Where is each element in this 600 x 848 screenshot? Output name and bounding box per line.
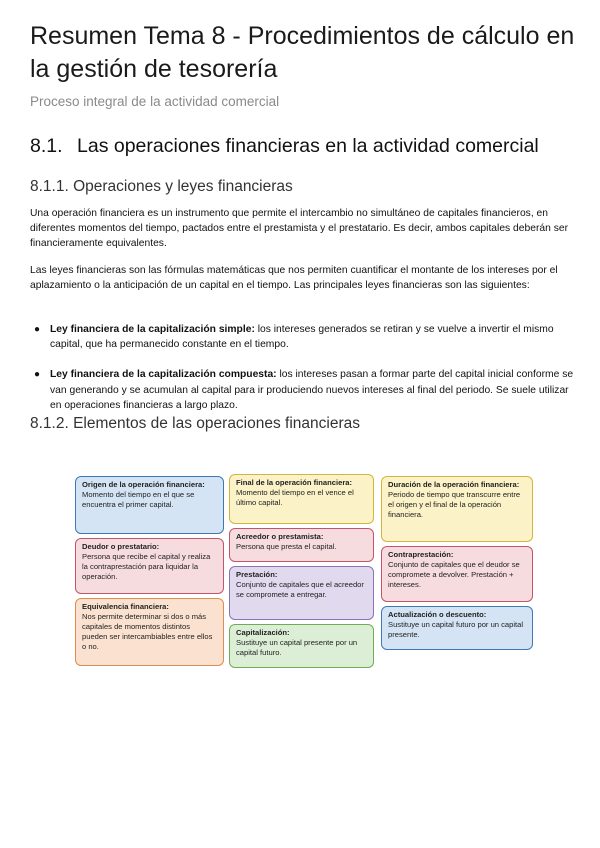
list-item — [30, 367, 575, 413]
card-title: Final de la operación financiera: — [236, 478, 353, 487]
card-title: Acreedor o prestamista: — [236, 532, 324, 541]
card-acreedor — [229, 528, 374, 562]
elements-diagram — [45, 472, 557, 672]
section-number: 8.1. — [30, 135, 63, 157]
card-text: Momento del tiempo en el vence el último capital. — [236, 488, 354, 507]
card-origen — [75, 476, 224, 534]
bullet-dot-icon: ● — [34, 369, 41, 381]
section-title: Las operaciones financieras en la actividad comercial — [77, 135, 539, 157]
laws-list — [30, 322, 575, 413]
card-title: Duración de la operación financiera: — [388, 480, 520, 489]
card-title: Capitalización: — [236, 628, 290, 637]
card-equivalencia — [75, 598, 224, 666]
paragraph-leyes: Las leyes financieras son las fórmulas matemáticas que nos permiten cuantificar el montante de los intereses por el aplazamiento o la anticipación de un capital en el tiempo. Las principales leyes financieras son las siguientes: — [30, 265, 558, 292]
card-text: Sustituye un capital presente por un capital futuro. — [236, 638, 358, 657]
card-text: Persona que recibe el capital y realiza la contraprestación para liquidar la operación. — [82, 552, 211, 581]
paragraph-operacion: Una operación financiera es un instrumento que permite el intercambio no simultáneo de capitales financieros, en diferentes momentos del tiempo, pactados entre el prestamista y el prestatario. Es decir, ambos capitales deberán ser financieramente equivalentes. — [30, 208, 569, 250]
card-text: Conjunto de capitales que el deudor se compromete a devolver. Prestación + intereses. — [388, 560, 520, 589]
card-actualizacion — [381, 606, 533, 650]
card-deudor — [75, 538, 224, 594]
subsection-heading-1: 8.1.1. Operaciones y leyes financieras — [30, 178, 293, 195]
subsection-heading-2: 8.1.2. Elementos de las operaciones financieras — [30, 415, 361, 432]
page-subtitle: Proceso integral de la actividad comercial — [30, 94, 280, 109]
section-heading — [30, 135, 539, 158]
card-title: Equivalencia financiera: — [82, 602, 169, 611]
card-title: Origen de la operación financiera: — [82, 480, 205, 489]
card-text: Nos permite determinar si dos o más capitales de momentos distintos pueden ser intercambiables entre ellos o no. — [82, 612, 213, 651]
card-duracion — [381, 476, 533, 542]
list-item-text: los intereses pasan a formar parte del capital inicial conforme se van generando y se acumulan al capital para ir produciendo nuevos intereses al final del periodo. Se suele utilizar en operaciones financieras a largo plazo. — [50, 369, 574, 411]
card-title: Prestación: — [236, 570, 278, 579]
card-text: Sustituye un capital futuro por un capital presente. — [388, 620, 524, 639]
card-text: Periodo de tiempo que transcurre entre el origen y el final de la operación financiera. — [388, 490, 521, 519]
card-text: Conjunto de capitales que el acreedor se compromete a entregar. — [236, 580, 364, 599]
card-title: Actualización o descuento: — [388, 610, 487, 619]
card-contraprestacion — [381, 546, 533, 602]
card-prestacion — [229, 566, 374, 620]
card-text: Momento del tiempo en el que se encuentra el primer capital. — [82, 490, 195, 509]
bullet-dot-icon: ● — [34, 324, 41, 335]
card-title: Deudor o prestatario: — [82, 542, 160, 551]
card-capitalizacion — [229, 624, 374, 668]
list-item-bold: Ley financiera de la capitalización compuesta: — [50, 369, 277, 381]
card-final — [229, 474, 374, 524]
card-title: Contraprestación: — [388, 550, 454, 559]
page-title: Resumen Tema 8 - Procedimientos de cálculo en la gestión de tesorería — [30, 22, 575, 83]
card-text: Persona que presta el capital. — [236, 542, 337, 551]
list-item-bold: Ley financiera de la capitalización simple: — [50, 324, 255, 335]
list-item-text: los intereses generados se retiran y se vuelve a invertir el mismo capital, que ha permanecido constante en el tiempo. — [50, 324, 554, 351]
list-item — [30, 322, 575, 352]
